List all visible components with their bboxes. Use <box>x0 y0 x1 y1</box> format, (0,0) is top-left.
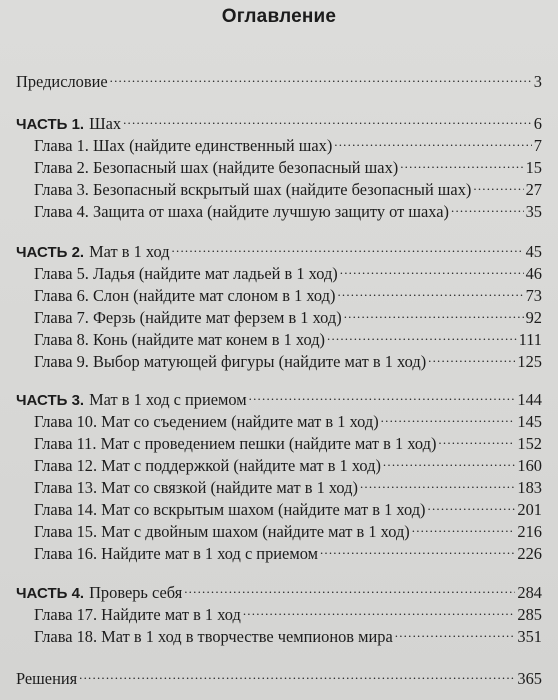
page-number: 145 <box>517 412 542 431</box>
chapter-label: Глава 8. Конь (найдите мат конем в 1 ход) <box>34 330 325 349</box>
page-number: 45 <box>525 242 542 261</box>
toc-chapter <box>34 598 542 624</box>
toc-chapter <box>34 173 542 199</box>
toc-part-1 <box>16 107 542 133</box>
toc-chapter <box>34 345 542 371</box>
dot-leader <box>438 427 515 449</box>
toc-chapter <box>34 515 542 541</box>
page-number: 183 <box>517 478 542 497</box>
dot-leader <box>340 257 524 279</box>
page-number: 365 <box>517 669 542 688</box>
page-number: 27 <box>525 180 542 199</box>
page-number: 3 <box>533 72 542 91</box>
page-number: 285 <box>517 605 542 624</box>
dot-leader <box>327 323 517 345</box>
page-number: 125 <box>517 352 542 371</box>
toc-chapter <box>34 471 542 497</box>
dot-leader <box>243 598 516 620</box>
dot-leader <box>110 65 532 87</box>
chapter-label: Глава 10. Мат со съедением (найдите мат в 1 ход) <box>34 412 379 431</box>
toc-entry-solutions <box>16 662 542 688</box>
dot-leader <box>381 405 516 427</box>
toc-chapter <box>34 257 542 283</box>
dot-leader <box>344 301 524 323</box>
chapter-label: Глава 6. Слон (найдите мат слоном в 1 ход) <box>34 286 336 305</box>
toc-chapter <box>34 279 542 305</box>
dot-leader <box>395 620 516 642</box>
toc-chapter <box>34 620 542 646</box>
part-prefix: ЧАСТЬ 1. <box>16 116 85 133</box>
dot-leader <box>428 493 516 515</box>
part-prefix: ЧАСТЬ 2. <box>16 244 85 261</box>
page-number: 7 <box>533 136 542 155</box>
toc-part-3 <box>16 383 542 409</box>
page-title: Оглавление <box>221 6 337 27</box>
part-title: Мат в 1 ход <box>89 242 170 261</box>
page-number: 226 <box>517 544 542 563</box>
toc-chapter <box>34 449 542 475</box>
dot-leader <box>172 235 524 257</box>
toc-chapter <box>34 405 542 431</box>
page-number: 284 <box>517 583 542 602</box>
toc-chapter <box>34 301 542 327</box>
chapter-label: Глава 4. Защита от шаха (найдите лучшую защиту от шаха) <box>34 202 450 221</box>
page-number: 201 <box>517 500 542 519</box>
chapter-label: Глава 11. Мат с проведением пешки (найдите мат в 1 ход) <box>34 434 437 453</box>
toc-entry-preface <box>16 65 542 91</box>
page-number: 152 <box>517 434 542 453</box>
page-number: 92 <box>525 308 542 327</box>
dot-leader <box>428 345 515 367</box>
toc-chapter <box>34 427 542 453</box>
page-number: 160 <box>517 456 542 475</box>
dot-leader <box>334 129 532 151</box>
part-prefix: ЧАСТЬ 4. <box>16 585 85 602</box>
page-number: 351 <box>517 627 542 646</box>
dot-leader <box>451 195 524 217</box>
chapter-label: Глава 7. Ферзь (найдите мат ферзем в 1 ход) <box>34 308 342 327</box>
page-number: 6 <box>533 114 542 133</box>
page-number: 73 <box>525 286 542 305</box>
chapter-label: Глава 15. Мат с двойным шахом (найдите мат в 1 ход) <box>34 522 410 541</box>
chapter-label: Глава 5. Ладья (найдите мат ладьей в 1 ход) <box>34 264 338 283</box>
entry-label: Предисловие <box>16 72 108 91</box>
dot-leader <box>184 576 515 598</box>
dot-leader <box>360 471 515 493</box>
toc-chapter <box>34 129 542 155</box>
chapter-label: Глава 14. Мат со вскрытым шахом (найдите мат в 1 ход) <box>34 500 426 519</box>
chapter-label: Глава 12. Мат с поддержкой (найдите мат в 1 ход) <box>34 456 381 475</box>
toc-chapter <box>34 151 542 177</box>
page-number: 46 <box>525 264 542 283</box>
chapter-label: Глава 18. Мат в 1 ход в творчестве чемпионов мира <box>34 627 393 646</box>
part-title: Мат в 1 ход с приемом <box>89 390 247 409</box>
part-title: Проверь себя <box>89 583 183 602</box>
dot-leader <box>473 173 523 195</box>
dot-leader <box>123 107 532 129</box>
chapter-label: Глава 1. Шах (найдите единственный шах) <box>34 136 333 155</box>
page-number: 111 <box>518 330 542 349</box>
dot-leader <box>383 449 515 471</box>
chapter-label: Глава 16. Найдите мат в 1 ход с приемом <box>34 544 318 563</box>
chapter-label: Глава 13. Мат со связкой (найдите мат в 1 ход) <box>34 478 358 497</box>
dot-leader <box>320 537 515 559</box>
dot-leader <box>337 279 523 301</box>
entry-label: Решения <box>16 669 78 688</box>
part-title: Шах <box>89 114 122 133</box>
chapter-label: Глава 9. Выбор матующей фигуры (найдите мат в 1 ход) <box>34 352 427 371</box>
toc-part-4 <box>16 576 542 602</box>
dot-leader <box>79 662 515 684</box>
page-number: 144 <box>517 390 542 409</box>
page-number: 15 <box>525 158 542 177</box>
toc-chapter <box>34 323 542 349</box>
toc-chapter <box>34 537 542 563</box>
dot-leader <box>400 151 523 173</box>
page-number: 216 <box>517 522 542 541</box>
toc-chapter <box>34 493 542 519</box>
part-prefix: ЧАСТЬ 3. <box>16 392 85 409</box>
chapter-label: Глава 2. Безопасный шах (найдите безопасный шах) <box>34 158 399 177</box>
toc-chapter <box>34 195 542 221</box>
chapter-label: Глава 17. Найдите мат в 1 ход <box>34 605 241 624</box>
dot-leader <box>249 383 516 405</box>
chapter-label: Глава 3. Безопасный вскрытый шах (найдите безопасный шах) <box>34 180 472 199</box>
toc-part-2 <box>16 235 542 261</box>
dot-leader <box>412 515 516 537</box>
page-number: 35 <box>525 202 542 221</box>
